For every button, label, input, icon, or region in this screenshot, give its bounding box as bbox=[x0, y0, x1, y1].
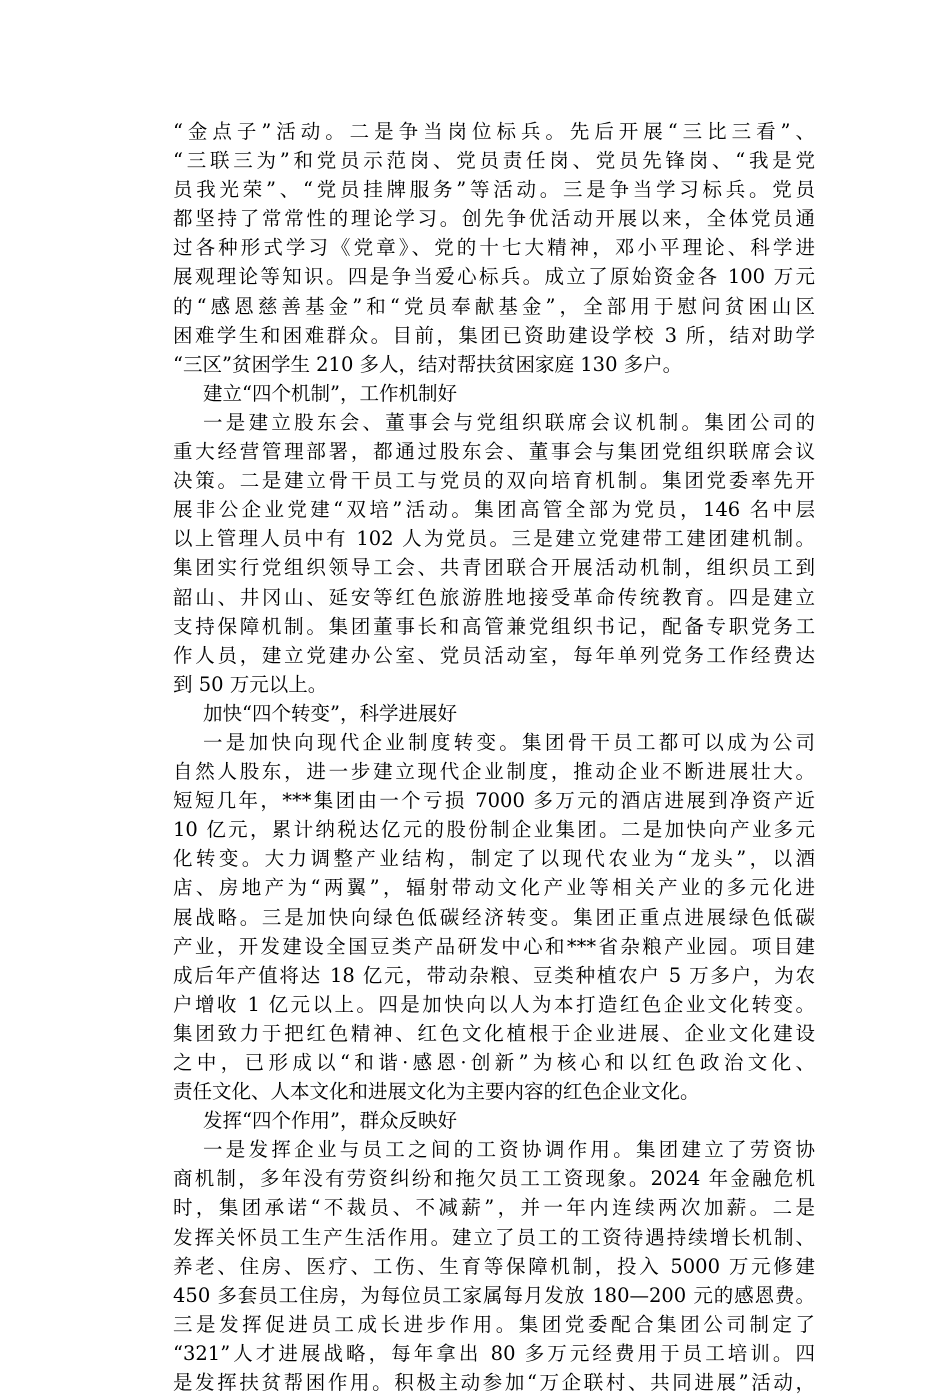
paragraph-line: 一是发挥企业与员工之间的工资协调作用。集团建立了劳资协 bbox=[203, 1138, 815, 1162]
paragraph-line: 时，集团承诺“不裁员、不减薪”，并一年内连续两次加薪。二是 bbox=[173, 1196, 815, 1220]
paragraph-line: 过各种形式学习《党章》、党的十七大精神，邓小平理论、科学进 bbox=[173, 236, 815, 260]
paragraph-line: 450 多套员工住房，为每位员工家属每月发放 180—200 元的感恩费。 bbox=[173, 1283, 815, 1307]
paragraph-line: 都坚持了常常性的理论学习。创先争优活动开展以来，全体党员通 bbox=[173, 207, 815, 231]
paragraph-line: 作人员，建立党建办公室、党员活动室，每年单列党务工作经费达 bbox=[173, 643, 815, 667]
paragraph-line: “321”人才进展战略，每年拿出 80 多万元经费用于员工培训。四 bbox=[173, 1341, 815, 1365]
paragraph-line: 一是建立股东会、董事会与党组织联席会议机制。集团公司的 bbox=[203, 410, 815, 434]
paragraph-line: 集团实行党组织领导工会、共青团联合开展活动机制，组织员工到 bbox=[173, 556, 815, 580]
paragraph-line: 三是发挥促进员工成长进步作用。集团党委配合集团公司制定了 bbox=[173, 1312, 815, 1336]
paragraph-line: 责任文化、人本文化和进展文化为主要内容的红色企业文化。 bbox=[173, 1080, 700, 1104]
paragraph-line: 到 50 万元以上。 bbox=[173, 672, 328, 696]
paragraph-line: 短短几年，***集团由一个亏损 7000 多万元的酒店进展到净资产近 bbox=[173, 789, 815, 813]
paragraph-line: 自然人股东，进一步建立现代企业制度，推动企业不断进展壮大。 bbox=[173, 760, 815, 784]
paragraph-line: 集团致力于把红色精神、红色文化植根于企业进展、企业文化建设 bbox=[173, 1021, 815, 1045]
section-heading: 建立“四个机制”，工作机制好 bbox=[203, 381, 457, 405]
paragraph-line: 的“感恩慈善基金”和“党员奉献基金”，全部用于慰问贫困山区 bbox=[173, 294, 815, 318]
paragraph-line: 困难学生和困难群众。目前，集团已资助建设学校 3 所，结对助学 bbox=[173, 323, 815, 347]
paragraph-line: 之中，已形成以“和谐·感恩·创新”为核心和以红色政治文化、 bbox=[173, 1051, 815, 1074]
paragraph-line: 商机制，多年没有劳资纠纷和拖欠员工工资现象。2024 年金融危机 bbox=[173, 1167, 815, 1191]
paragraph-line: 员我光荣”、“党员挂牌服务”等活动。三是争当学习标兵。党员 bbox=[173, 178, 815, 202]
paragraph-line: 10 亿元，累计纳税达亿元的股份制企业集团。二是加快向产业多元 bbox=[173, 818, 815, 842]
paragraph-line: 店、房地产为“两翼”，辐射带动文化产业等相关产业的多元化进 bbox=[173, 876, 815, 900]
paragraph-line: 化转变。大力调整产业结构，制定了以现代农业为“龙头”，以酒 bbox=[173, 847, 815, 871]
document-page bbox=[173, 117, 815, 1397]
paragraph-line: 决策。二是建立骨干员工与党员的双向培育机制。集团党委率先开 bbox=[173, 469, 815, 493]
paragraph-line: 发挥关怀员工生产生活作用。建立了员工的工资待遇持续增长机制、 bbox=[173, 1225, 815, 1249]
section-heading: 加快“四个转变”，科学进展好 bbox=[203, 701, 457, 725]
paragraph-line: 产业，开发建设全国豆类产品研发中心和***省杂粮产业园。项目建 bbox=[173, 934, 815, 958]
paragraph-line: 展非公企业党建“双培”活动。集团高管全部为党员，146 名中层 bbox=[173, 498, 815, 522]
paragraph-line: 重大经营管理部署，都通过股东会、董事会与集团党组织联席会议 bbox=[173, 440, 815, 464]
paragraph-line: “三联三为”和党员示范岗、党员责任岗、党员先锋岗、“我是党 bbox=[173, 149, 815, 173]
paragraph-line: 户增收 1 亿元以上。四是加快向以人为本打造红色企业文化转变。 bbox=[173, 992, 815, 1016]
paragraph-line: 展战略。三是加快向绿色低碳经济转变。集团正重点进展绿色低碳 bbox=[173, 905, 815, 929]
paragraph-line: 以上管理人员中有 102 人为党员。三是建立党建带工建团建机制。 bbox=[173, 527, 815, 551]
paragraph-line: 韶山、井冈山、延安等红色旅游胜地接受革命传统教育。四是建立 bbox=[173, 585, 815, 609]
paragraph-line: “金点子”活动。二是争当岗位标兵。先后开展“三比三看”、 bbox=[173, 120, 815, 143]
paragraph-line: 展观理论等知识。四是争当爱心标兵。成立了原始资金各 100 万元 bbox=[173, 265, 815, 289]
paragraph-line: 养老、住房、医疗、工伤、生育等保障机制，投入 5000 万元修建 bbox=[173, 1254, 815, 1278]
paragraph-line: 成后年产值将达 18 亿元，带动杂粮、豆类种植农户 5 万多户，为农 bbox=[173, 963, 815, 987]
section-heading: 发挥“四个作用”，群众反映好 bbox=[203, 1109, 457, 1133]
paragraph-line: “三区”贫困学生 210 多人，结对帮扶贫困家庭 130 多户。 bbox=[173, 352, 683, 376]
paragraph-line: 一是加快向现代企业制度转变。集团骨干员工都可以成为公司 bbox=[203, 730, 815, 754]
paragraph-line: 是发挥扶贫帮困作用。积极主动参加“万企联村、共同进展”活动， bbox=[173, 1371, 815, 1395]
paragraph-line: 支持保障机制。集团董事长和高管兼党组织书记，配备专职党务工 bbox=[173, 614, 815, 638]
